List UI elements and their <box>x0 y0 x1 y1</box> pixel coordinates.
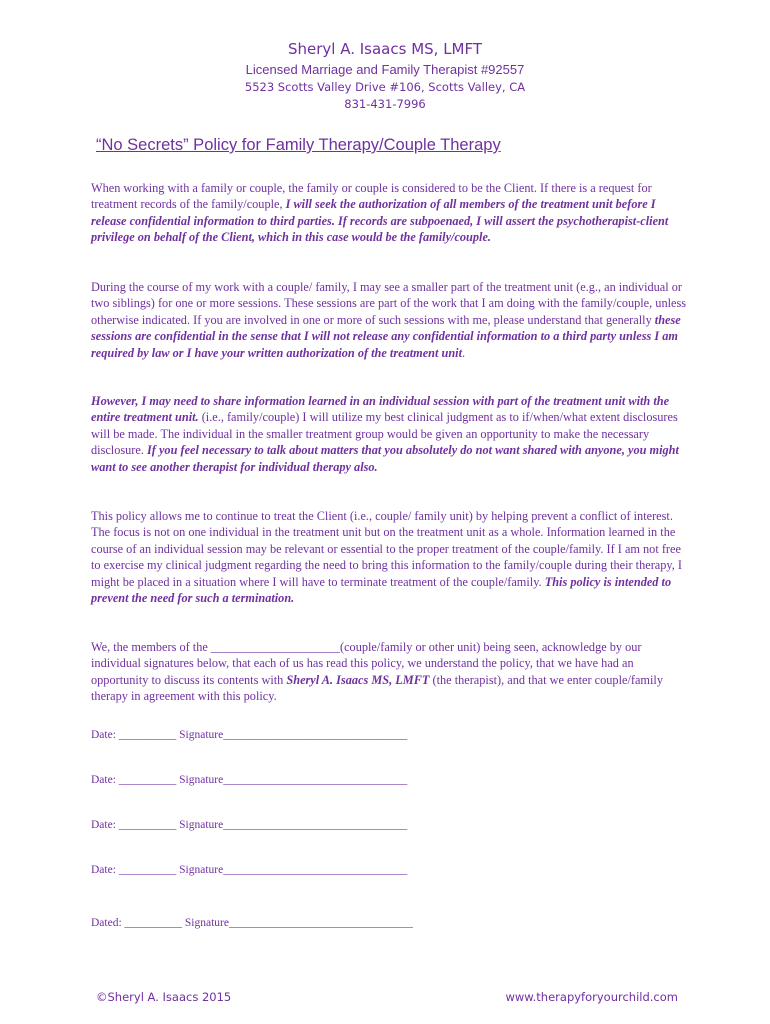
footer-website: www.therapyforyourchild.com <box>505 990 678 1004</box>
therapist-name: Sheryl A. Isaacs MS, LMFT <box>287 40 483 58</box>
paragraph-emphasis: I will seek the authorization of all members of the treatment unit before I release confidential information to third parties. If records are subpoenaed, I will assert the psychotherapist-client privilege on behalf of the Client, which in this case would be the family/couple. <box>91 197 669 245</box>
signature-line: Date: __________ Signature________________________________ <box>91 819 408 831</box>
paragraph-acknowledgement <box>91 639 689 705</box>
paragraph-text: We, the members of the _____________________(couple/family or other unit) being seen, acknowledge by our individual signatures below, that each of us has read this policy, we understand the policy, that we have had an opportunity to discuss its contents with <box>91 640 642 687</box>
paragraph-policy-purpose <box>91 508 689 606</box>
signature-line: Dated: __________ Signature________________________________ <box>91 917 413 929</box>
paragraph-individual-sessions <box>91 279 689 361</box>
paragraph-text: (i.e., family/couple) I will utilize my best clinical judgment as to if/when/what extent disclosures will be made. The individual in the smaller treatment group would be given an opportunity to make the necessary disclosure. <box>91 410 678 458</box>
paragraph-emphasis: However, I may need to share information learned in an individual session with part of the treatment unit with the entire treatment unit. <box>91 394 670 425</box>
signature-line: Date: __________ Signature________________________________ <box>91 729 408 741</box>
paragraph-text: (the therapist), and that we enter couple/family therapy in agreement with this policy. <box>91 672 663 704</box>
paragraph-emphasis: If you feel necessary to talk about matters that you absolutely do not want shared with anyone, you might want to see another therapist for individual therapy also. <box>91 443 679 474</box>
license-line: Licensed Marriage and Family Therapist #92557 <box>245 62 525 77</box>
paragraph-text: When working with a family or couple, the family or couple is considered to be the Client. If there is a request for treatment records of the family/couple, <box>91 181 652 212</box>
signature-line: Date: __________ Signature________________________________ <box>91 774 408 786</box>
paragraph-text: This policy allows me to continue to treat the Client (i.e., couple/ family unit) by helping prevent a conflict of interest. The focus is not on one individual in the treatment unit but on the treatment unit as a whole. Information learned in the course of an individual session may be relevant or essential to the proper treatment of the couple/family. If I am not free to exercise my clinical judgment regarding the need to bring this information to the family/couple during their therapy, I might be placed in a situation where I will have to terminate treatment of the couple/family. <box>91 509 682 589</box>
paragraph-emphasis: This policy is intended to prevent the need for such a termination. <box>91 574 672 606</box>
address-line: 5523 Scotts Valley Drive #106, Scotts Valley, CA <box>244 80 526 94</box>
page-title: “No Secrets” Policy for Family Therapy/Couple Therapy <box>96 136 501 154</box>
phone-line: 831-431-7996 <box>344 97 426 111</box>
signature-line: Date: __________ Signature________________________________ <box>91 864 408 876</box>
paragraph-text: . <box>462 345 466 360</box>
footer-copyright: ©Sheryl A. Isaacs 2015 <box>96 990 232 1004</box>
paragraph-emphasis: Sheryl A. Isaacs MS, LMFT <box>286 672 430 687</box>
paragraph-emphasis: these sessions are confidential in the sense that I will not release any confidential information to a third party unless I am required by law or I have your written authorization of the treatment unit <box>91 312 681 360</box>
paragraph-client-definition <box>91 180 689 246</box>
paragraph-text: During the course of my work with a couple/ family, I may see a smaller part of the treatment unit (e.g., an individual or two siblings) for one or more sessions. These sessions are part of the work that I am doing with the family/couple, unless otherwise indicated. If you are involved in one or more of such sessions with me, please understand that generally <box>91 280 687 327</box>
paragraph-information-sharing <box>91 393 689 475</box>
